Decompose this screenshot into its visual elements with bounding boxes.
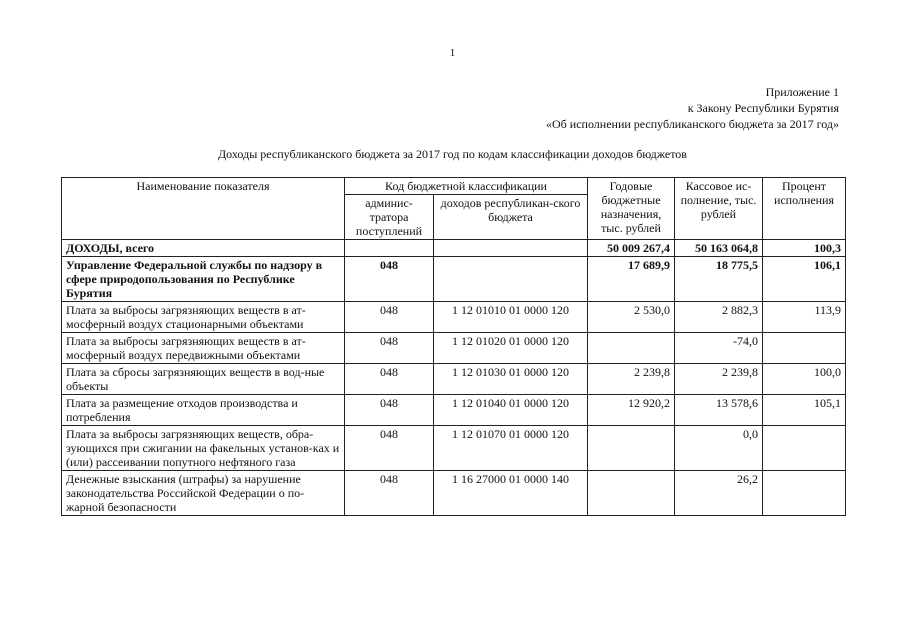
cell-percent: 105,1: [763, 395, 846, 426]
cell-income-code: 1 16 27000 01 0000 140: [434, 471, 588, 516]
cell-name: Плата за выбросы загрязняющих веществ в ат-мосферный воздух стационарными объектами: [62, 302, 345, 333]
cell-name: Плата за выбросы загрязняющих веществ в ат-мосферный воздух передвижными объектами: [62, 333, 345, 364]
table-row: [62, 257, 846, 302]
cell-executed: 13 578,6: [675, 395, 763, 426]
cell-admin-code: 048: [345, 364, 434, 395]
header-percent: Процент исполнения: [763, 178, 846, 240]
cell-admin-code: [345, 240, 434, 257]
table-body: [62, 240, 846, 516]
cell-income-code: 1 12 01010 01 0000 120: [434, 302, 588, 333]
table-row: [62, 302, 846, 333]
appendix-header: [546, 84, 839, 132]
table-row: [62, 471, 846, 516]
cell-income-code: 1 12 01020 01 0000 120: [434, 333, 588, 364]
cell-executed: 18 775,5: [675, 257, 763, 302]
cell-executed: 2 882,3: [675, 302, 763, 333]
cell-percent: 100,0: [763, 364, 846, 395]
cell-percent: 100,3: [763, 240, 846, 257]
document-title: Доходы республиканского бюджета за 2017 год по кодам классификации доходов бюджетов: [218, 147, 687, 161]
cell-admin-code: 048: [345, 302, 434, 333]
cell-admin-code: 048: [345, 471, 434, 516]
cell-percent: [763, 471, 846, 516]
table-row: [62, 240, 846, 257]
appendix-line-2: к Закону Республики Бурятия: [687, 101, 839, 115]
cell-planned: 2 530,0: [588, 302, 675, 333]
cell-executed: 2 239,8: [675, 364, 763, 395]
cell-income-code: 1 12 01040 01 0000 120: [434, 395, 588, 426]
cell-percent: [763, 426, 846, 471]
cell-percent: 106,1: [763, 257, 846, 302]
header-executed: Кассовое ис-полнение, тыс. рублей: [675, 178, 763, 240]
table-row: [62, 426, 846, 471]
cell-executed: 0,0: [675, 426, 763, 471]
cell-name: Управление Федеральной службы по надзору в сфере природопользования по Республике Бурятия: [62, 257, 345, 302]
page-number: 1: [449, 47, 456, 59]
cell-planned: 12 920,2: [588, 395, 675, 426]
cell-name: Плата за сбросы загрязняющих веществ в вод-ные объекты: [62, 364, 345, 395]
cell-admin-code: 048: [345, 395, 434, 426]
cell-planned: 17 689,9: [588, 257, 675, 302]
cell-planned: 50 009 267,4: [588, 240, 675, 257]
table-row: [62, 395, 846, 426]
cell-income-code: [434, 240, 588, 257]
income-table: [61, 177, 846, 516]
cell-admin-code: 048: [345, 333, 434, 364]
cell-admin-code: 048: [345, 426, 434, 471]
appendix-line-1: Приложение 1: [765, 85, 839, 99]
header-planned: Годовые бюджетные назначения, тыс. рублей: [588, 178, 675, 240]
cell-income-code: 1 12 01070 01 0000 120: [434, 426, 588, 471]
header-code-group: Код бюджетной классификации: [345, 178, 588, 195]
cell-executed: -74,0: [675, 333, 763, 364]
header-income-code: доходов республикан-ского бюджета: [434, 195, 588, 240]
cell-planned: [588, 333, 675, 364]
cell-planned: [588, 471, 675, 516]
cell-name: Плата за размещение отходов производства и потребления: [62, 395, 345, 426]
table-row: [62, 364, 846, 395]
cell-executed: 26,2: [675, 471, 763, 516]
cell-planned: 2 239,8: [588, 364, 675, 395]
appendix-line-3: «Об исполнении республиканского бюджета за 2017 год»: [546, 117, 839, 131]
cell-income-code: [434, 257, 588, 302]
cell-executed: 50 163 064,8: [675, 240, 763, 257]
cell-percent: 113,9: [763, 302, 846, 333]
cell-name: Денежные взыскания (штрафы) за нарушение законодательства Российской Федерации о по-жарной безопасности: [62, 471, 345, 516]
cell-planned: [588, 426, 675, 471]
cell-income-code: 1 12 01030 01 0000 120: [434, 364, 588, 395]
cell-percent: [763, 333, 846, 364]
cell-name: Плата за выбросы загрязняющих веществ, обра-зующихся при сжигании на факельных установ-ках и (или) рассеивании попутного нефтяного газа: [62, 426, 345, 471]
header-name: Наименование показателя: [62, 178, 345, 240]
cell-admin-code: 048: [345, 257, 434, 302]
cell-name: ДОХОДЫ, всего: [62, 240, 345, 257]
header-admin: админис-тратора поступлений: [345, 195, 434, 240]
table-row: [62, 333, 846, 364]
